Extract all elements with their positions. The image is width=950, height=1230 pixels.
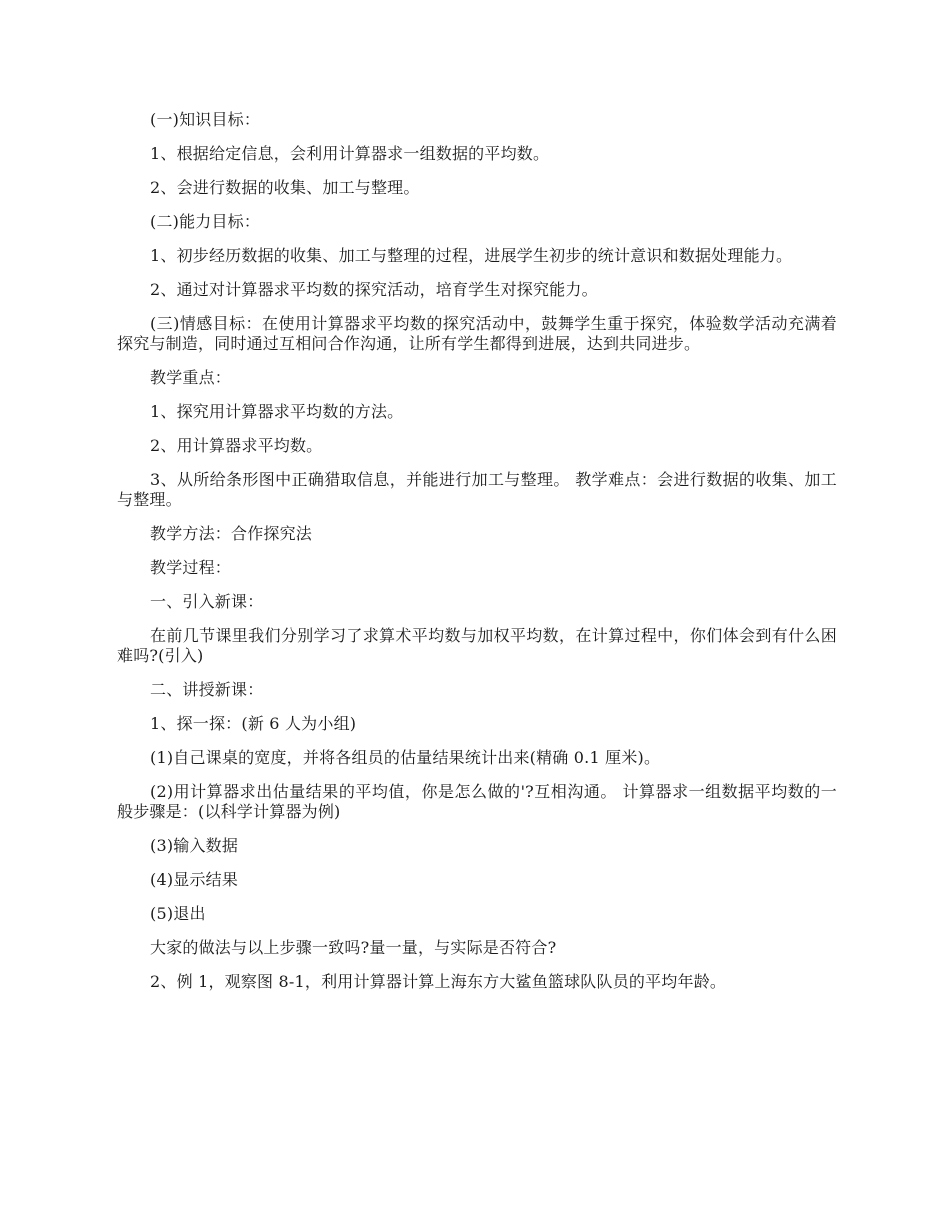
- section-heading-new-lesson: 二、讲授新课：: [150, 680, 264, 699]
- section-heading-ability-goals: (二)能力目标：: [150, 212, 261, 231]
- paragraph: 1、初步经历数据的收集、加工与整理的过程，进展学生初步的统计意识和数据处理能力。: [150, 246, 793, 265]
- section-heading-knowledge-goals: (一)知识目标：: [150, 110, 261, 129]
- list-item: (3)输入数据: [150, 836, 239, 855]
- paragraph: 1、探一探：(新 6 人为小组): [150, 714, 357, 733]
- paragraph: 1、探究用计算器求平均数的方法。: [150, 402, 404, 421]
- paragraph: 3、从所给条形图中正确猎取信息，并能进行加工与整理。 教学难点：会进行数据的收集、加工与整理。: [117, 470, 837, 509]
- section-heading-teaching-focus: 教学重点：: [150, 368, 232, 387]
- paragraph-teaching-method: 教学方法：合作探究法: [150, 524, 313, 543]
- list-item: (4)显示结果: [150, 870, 239, 889]
- paragraph: 1、根据给定信息，会利用计算器求一组数据的平均数。: [150, 144, 550, 163]
- paragraph: 2、用计算器求平均数。: [150, 436, 323, 455]
- list-item: (5)退出: [150, 904, 206, 923]
- section-heading-teaching-process: 教学过程：: [150, 558, 232, 577]
- paragraph: 2、例 1，观察图 8-1，利用计算器计算上海东方大鲨鱼篮球队队员的平均年龄。: [150, 972, 727, 991]
- paragraph: 大家的做法与以上步骤一致吗?量一量，与实际是否符合?: [150, 938, 557, 957]
- paragraph: (2)用计算器求出估量结果的平均值，你是怎么做的'?互相沟通。 计算器求一组数据平均数的一般步骤是：(以科学计算器为例): [117, 782, 837, 821]
- paragraph: (1)自己课桌的宽度，并将各组员的估量结果统计出来(精确 0.1 厘米)。: [150, 748, 661, 767]
- document-body: [117, 110, 837, 1006]
- section-heading-introduction: 一、引入新课：: [150, 592, 264, 611]
- paragraph: 在前几节课里我们分别学习了求算术平均数与加权平均数，在计算过程中，你们体会到有什么困难吗?(引入): [117, 626, 837, 665]
- paragraph: 2、通过对计算器求平均数的探究活动，培育学生对探究能力。: [150, 280, 598, 299]
- paragraph-emotional-goals: (三)情感目标：在使用计算器求平均数的探究活动中，鼓舞学生重于探究，体验数学活动充满着探究与制造，同时通过互相问合作沟通，让所有学生都得到进展，达到共同进步。: [117, 314, 837, 353]
- paragraph: 2、会进行数据的收集、加工与整理。: [150, 178, 420, 197]
